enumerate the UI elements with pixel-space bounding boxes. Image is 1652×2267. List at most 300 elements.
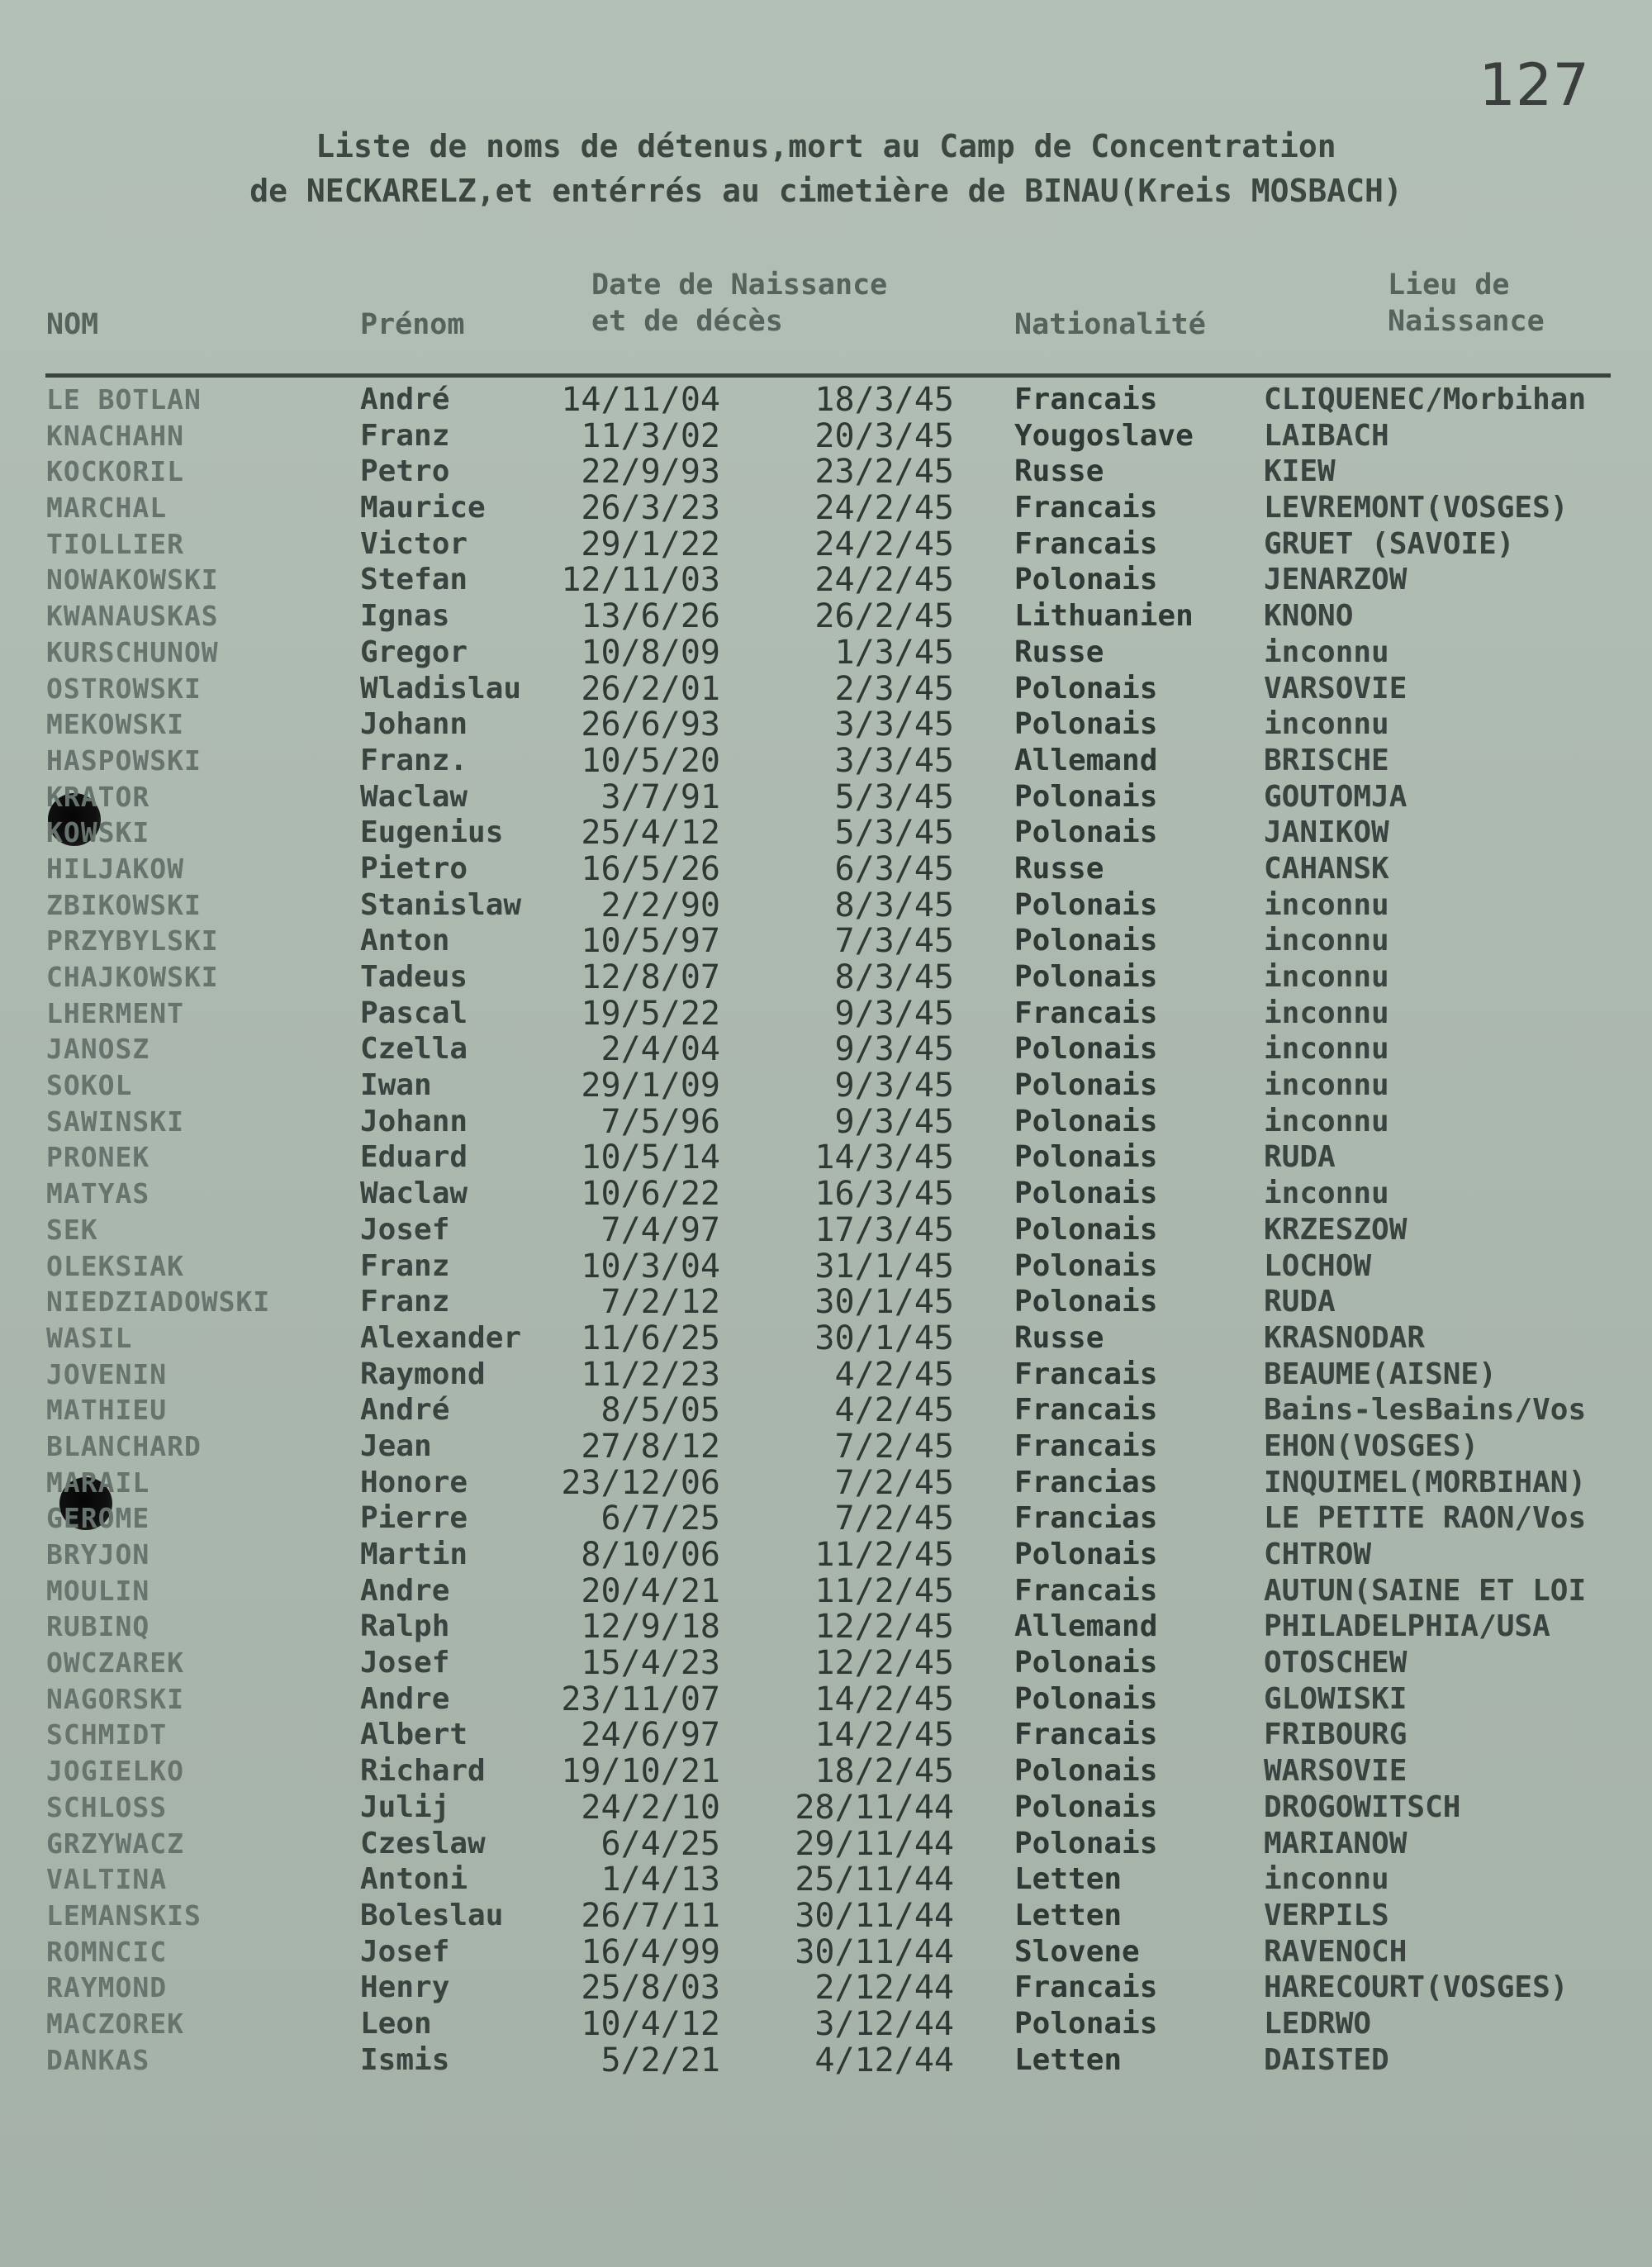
- birth-date-cell: 26/7/11: [581, 1896, 720, 1935]
- nationality-cell: Polonais: [1014, 1032, 1158, 1067]
- name-cell: PRONEK: [46, 1141, 150, 1174]
- birth-date-cell: 10/5/14: [581, 1138, 720, 1177]
- birthplace-cell: inconnu: [1264, 1104, 1389, 1138]
- first-name-cell: Josef: [360, 1934, 450, 1969]
- death-date-cell: 5/3/45: [834, 814, 954, 853]
- table-row: [0, 1465, 1652, 1501]
- nationality-cell: Polonais: [1014, 1176, 1158, 1211]
- death-date-cell: 3/12/44: [814, 2004, 954, 2043]
- death-date-cell: 7/2/45: [834, 1463, 954, 1502]
- death-date-cell: 17/3/45: [814, 1210, 954, 1249]
- death-date-cell: 7/2/45: [834, 1427, 954, 1466]
- nationality-cell: Russe: [1014, 851, 1104, 886]
- birthplace-cell: inconnu: [1264, 887, 1389, 922]
- header-nationalite: Nationalité: [1014, 308, 1206, 341]
- nationality-cell: Francais: [1014, 491, 1158, 525]
- birth-date-cell: 20/4/21: [581, 1571, 720, 1610]
- table-row: [0, 418, 1652, 454]
- name-cell: GRZYWACZ: [46, 1827, 184, 1860]
- name-cell: DANKAS: [46, 2043, 150, 2076]
- table-row: [0, 887, 1652, 924]
- birth-date-cell: 26/2/01: [581, 669, 720, 708]
- birth-date-cell: 26/3/23: [581, 489, 720, 528]
- death-date-cell: 9/3/45: [834, 1067, 954, 1105]
- birthplace-cell: inconnu: [1264, 960, 1389, 994]
- first-name-cell: Wladislau: [360, 671, 522, 706]
- death-date-cell: 5/3/45: [834, 777, 954, 816]
- nationality-cell: Polonais: [1014, 1104, 1158, 1138]
- first-name-cell: Anton: [360, 924, 450, 958]
- nationality-cell: Allemand: [1014, 1609, 1158, 1644]
- first-name-cell: Pascal: [360, 996, 468, 1030]
- table-row: [0, 1717, 1652, 1753]
- name-cell: SEK: [46, 1213, 98, 1246]
- table-row: [0, 1212, 1652, 1248]
- birthplace-cell: VARSOVIE: [1264, 671, 1408, 706]
- name-cell: LE BOTLAN: [46, 383, 202, 416]
- first-name-cell: Johann: [360, 1104, 468, 1138]
- table-header: [0, 261, 1652, 352]
- nationality-cell: Russe: [1014, 454, 1104, 489]
- death-date-cell: 24/2/45: [814, 525, 954, 563]
- table-row: [0, 959, 1652, 996]
- birthplace-cell: INQUIMEL(MORBIHAN): [1264, 1465, 1587, 1499]
- first-name-cell: Raymond: [360, 1357, 486, 1391]
- header-dates-line-1: Date de Naissance: [591, 269, 888, 302]
- nationality-cell: Polonais: [1014, 2006, 1158, 2041]
- table-row: [0, 1537, 1652, 1573]
- death-date-cell: 23/2/45: [814, 453, 954, 492]
- first-name-cell: André: [360, 1393, 450, 1428]
- death-date-cell: 16/3/45: [814, 1175, 954, 1214]
- first-name-cell: Albert: [360, 1718, 468, 1752]
- title-line-2: de NECKARELZ,et entérrés au cimetière de BINAU(Kreis MOSBACH): [249, 173, 1403, 209]
- birthplace-cell: FRIBOURG: [1264, 1718, 1408, 1752]
- birth-date-cell: 27/8/12: [581, 1427, 720, 1466]
- nationality-cell: Polonais: [1014, 1285, 1158, 1319]
- birth-date-cell: 23/11/07: [561, 1680, 720, 1718]
- first-name-cell: Eduard: [360, 1140, 468, 1175]
- name-cell: ROMNCIC: [46, 1935, 168, 1968]
- first-name-cell: Ignas: [360, 599, 450, 634]
- birthplace-cell: LAIBACH: [1264, 418, 1389, 453]
- first-name-cell: Victor: [360, 526, 468, 561]
- birth-date-cell: 15/4/23: [581, 1644, 720, 1683]
- table-row: [0, 1681, 1652, 1718]
- name-cell: JOGIELKO: [46, 1755, 184, 1788]
- nationality-cell: Polonais: [1014, 887, 1158, 922]
- name-cell: SAWINSKI: [46, 1105, 184, 1138]
- name-cell: LHERMENT: [46, 996, 184, 1029]
- birthplace-cell: KNONO: [1264, 599, 1354, 634]
- death-date-cell: 24/2/45: [814, 489, 954, 528]
- nationality-cell: Francais: [1014, 1393, 1158, 1428]
- first-name-cell: Stefan: [360, 563, 468, 597]
- name-cell: MATYAS: [46, 1177, 150, 1210]
- first-name-cell: Pietro: [360, 851, 468, 886]
- name-cell: RAYMOND: [46, 1971, 168, 2004]
- first-name-cell: Iwan: [360, 1068, 432, 1103]
- name-cell: KURSCHUNOW: [46, 635, 219, 668]
- death-date-cell: 6/3/45: [834, 849, 954, 888]
- nationality-cell: Polonais: [1014, 1140, 1158, 1175]
- table-row: [0, 1104, 1652, 1140]
- death-date-cell: 7/3/45: [834, 922, 954, 961]
- name-cell: BLANCHARD: [46, 1429, 202, 1462]
- birth-date-cell: 7/5/96: [601, 1102, 720, 1141]
- name-cell: NOWAKOWSKI: [46, 563, 219, 596]
- name-cell: NIEDZIADOWSKI: [46, 1286, 271, 1319]
- birthplace-cell: BEAUME(AISNE): [1264, 1357, 1497, 1391]
- death-date-cell: 3/3/45: [834, 706, 954, 744]
- page-number: 127: [1479, 51, 1589, 119]
- name-cell: KWANAUSKAS: [46, 600, 219, 633]
- first-name-cell: Boleslau: [360, 1898, 504, 1932]
- nationality-cell: Lithuanien: [1014, 599, 1194, 634]
- name-cell: KRATOR: [46, 780, 150, 813]
- death-date-cell: 4/2/45: [834, 1355, 954, 1394]
- table-row: [0, 1609, 1652, 1645]
- table-row: [0, 598, 1652, 634]
- birth-date-cell: 2/4/04: [601, 1030, 720, 1069]
- table-row: [0, 562, 1652, 598]
- birth-date-cell: 29/1/09: [581, 1067, 720, 1105]
- nationality-cell: Francais: [1014, 526, 1158, 561]
- name-cell: PRZYBYLSKI: [46, 924, 219, 958]
- first-name-cell: Andre: [360, 1681, 450, 1716]
- table-row: [0, 1645, 1652, 1681]
- birthplace-cell: WARSOVIE: [1264, 1754, 1408, 1789]
- birthplace-cell: HARECOURT(VOSGES): [1264, 1970, 1569, 2005]
- name-cell: ZBIKOWSKI: [46, 888, 202, 921]
- death-date-cell: 3/3/45: [834, 741, 954, 780]
- header-lieu-line-2: Naissance: [1388, 305, 1545, 338]
- first-name-cell: Josef: [360, 1646, 450, 1680]
- birthplace-cell: CAHANSK: [1264, 851, 1389, 886]
- birth-date-cell: 2/2/90: [601, 886, 720, 924]
- birthplace-cell: LE PETITE RAON/Vos: [1264, 1501, 1587, 1536]
- first-name-cell: Ralph: [360, 1609, 450, 1644]
- nationality-cell: Letten: [1014, 1862, 1123, 1897]
- table-row: [0, 1898, 1652, 1934]
- first-name-cell: Antoni: [360, 1862, 468, 1897]
- death-date-cell: 30/11/44: [795, 1932, 954, 1971]
- birth-date-cell: 19/10/21: [561, 1752, 720, 1791]
- table-row: [0, 1934, 1652, 1970]
- birthplace-cell: LEDRWO: [1264, 2006, 1372, 2041]
- nationality-cell: Francais: [1014, 996, 1158, 1030]
- name-cell: WASIL: [46, 1321, 133, 1354]
- header-rule: [45, 373, 1611, 378]
- death-date-cell: 30/11/44: [795, 1896, 954, 1935]
- birth-date-cell: 24/2/10: [581, 1788, 720, 1827]
- death-date-cell: 30/1/45: [814, 1319, 954, 1357]
- table-row: [0, 634, 1652, 671]
- table-row: [0, 1826, 1652, 1862]
- name-cell: MATHIEU: [46, 1394, 168, 1427]
- birthplace-cell: inconnu: [1264, 1032, 1389, 1067]
- table-row: [0, 1176, 1652, 1212]
- first-name-cell: Jean: [360, 1428, 432, 1463]
- name-cell: SOKOL: [46, 1069, 133, 1102]
- name-cell: LEMANSKIS: [46, 1899, 202, 1932]
- header-nom: NOM: [46, 308, 99, 341]
- table-row: [0, 2042, 1652, 2079]
- death-date-cell: 18/3/45: [814, 381, 954, 419]
- death-date-cell: 18/2/45: [814, 1752, 954, 1791]
- first-name-cell: Julij: [360, 1789, 450, 1824]
- name-cell: KOCKORIL: [46, 455, 184, 488]
- table-row: [0, 454, 1652, 490]
- nationality-cell: Polonais: [1014, 1537, 1158, 1571]
- death-date-cell: 9/3/45: [834, 1030, 954, 1069]
- table-row: [0, 1031, 1652, 1067]
- header-dates-line-2: et de décès: [591, 305, 783, 338]
- first-name-cell: Leon: [360, 2006, 432, 2041]
- birthplace-cell: RUDA: [1264, 1140, 1336, 1175]
- birthplace-cell: inconnu: [1264, 707, 1389, 742]
- first-name-cell: Stanislaw: [360, 887, 522, 922]
- birth-date-cell: 12/8/07: [581, 958, 720, 996]
- birthplace-cell: EHON(VOSGES): [1264, 1428, 1479, 1463]
- first-name-cell: Tadeus: [360, 960, 468, 994]
- first-name-cell: Pierre: [360, 1501, 468, 1536]
- table-row: [0, 815, 1652, 851]
- death-date-cell: 8/3/45: [834, 886, 954, 924]
- birth-date-cell: 1/4/13: [601, 1861, 720, 1899]
- birth-date-cell: 12/9/18: [581, 1608, 720, 1647]
- birthplace-cell: RUDA: [1264, 1285, 1336, 1319]
- table-row: [0, 1248, 1652, 1285]
- nationality-cell: Francais: [1014, 1573, 1158, 1608]
- birthplace-cell: OTOSCHEW: [1264, 1646, 1408, 1680]
- nationality-cell: Polonais: [1014, 1248, 1158, 1283]
- name-cell: TIOLLIER: [46, 527, 184, 560]
- death-date-cell: 11/2/45: [814, 1571, 954, 1610]
- nationality-cell: Polonais: [1014, 671, 1158, 706]
- birth-date-cell: 10/3/04: [581, 1247, 720, 1286]
- birthplace-cell: GRUET (SAVOIE): [1264, 526, 1515, 561]
- name-cell: OLEKSIAK: [46, 1249, 184, 1282]
- birthplace-cell: KRZESZOW: [1264, 1212, 1408, 1247]
- birthplace-cell: MARIANOW: [1264, 1826, 1408, 1861]
- birth-date-cell: 8/10/06: [581, 1536, 720, 1574]
- birthplace-cell: inconnu: [1264, 1176, 1389, 1211]
- table-row: [0, 1428, 1652, 1465]
- death-date-cell: 11/2/45: [814, 1536, 954, 1574]
- birth-date-cell: 16/5/26: [581, 849, 720, 888]
- death-date-cell: 14/2/45: [814, 1680, 954, 1718]
- birth-date-cell: 23/12/06: [561, 1463, 720, 1502]
- birth-date-cell: 6/4/25: [601, 1824, 720, 1863]
- nationality-cell: Francias: [1014, 1465, 1158, 1499]
- nationality-cell: Letten: [1014, 1898, 1123, 1932]
- first-name-cell: Waclaw: [360, 1176, 468, 1211]
- birthplace-cell: CHTROW: [1264, 1537, 1372, 1571]
- birth-date-cell: 29/1/22: [581, 525, 720, 563]
- table-row: [0, 1573, 1652, 1609]
- first-name-cell: André: [360, 383, 450, 416]
- birthplace-cell: BRISCHE: [1264, 743, 1389, 777]
- table-row: [0, 1320, 1652, 1357]
- first-name-cell: Franz.: [360, 743, 468, 777]
- table-row: [0, 923, 1652, 959]
- nationality-cell: Polonais: [1014, 1754, 1158, 1789]
- death-date-cell: 14/2/45: [814, 1716, 954, 1755]
- birth-date-cell: 6/7/25: [601, 1499, 720, 1538]
- first-name-cell: Ismis: [360, 2042, 450, 2077]
- table-row: [0, 743, 1652, 779]
- table-row: [0, 851, 1652, 887]
- title-line-1: Liste de noms de détenus,mort au Camp de Concentration: [316, 128, 1336, 164]
- birthplace-cell: RAVENOCH: [1264, 1934, 1408, 1969]
- table-row: [0, 671, 1652, 707]
- nationality-cell: Polonais: [1014, 1826, 1158, 1861]
- death-date-cell: 29/11/44: [795, 1824, 954, 1863]
- death-date-cell: 9/3/45: [834, 1102, 954, 1141]
- header-lieu-line-1: Lieu de: [1388, 269, 1510, 302]
- death-date-cell: 31/1/45: [814, 1247, 954, 1286]
- name-cell: BRYJON: [46, 1538, 150, 1571]
- birthplace-cell: LOCHOW: [1264, 1248, 1372, 1283]
- table-row: [0, 1789, 1652, 1826]
- name-cell: SCHLOSS: [46, 1790, 168, 1823]
- nationality-cell: Yougoslave: [1014, 418, 1194, 453]
- birth-date-cell: 13/6/26: [581, 597, 720, 636]
- first-name-cell: Maurice: [360, 491, 486, 525]
- death-date-cell: 25/11/44: [795, 1861, 954, 1899]
- birthplace-cell: inconnu: [1264, 634, 1389, 669]
- name-cell: MACZOREK: [46, 2007, 184, 2040]
- nationality-cell: Polonais: [1014, 563, 1158, 597]
- birthplace-cell: PHILADELPHIA/USA: [1264, 1609, 1550, 1644]
- name-cell: MEKOWSKI: [46, 708, 184, 741]
- birthplace-cell: KRASNODAR: [1264, 1320, 1426, 1355]
- birthplace-cell: DAISTED: [1264, 2042, 1389, 2077]
- birth-date-cell: 10/5/97: [581, 922, 720, 961]
- table-row: [0, 1284, 1652, 1320]
- nationality-cell: Allemand: [1014, 743, 1158, 777]
- birth-date-cell: 5/2/21: [601, 2041, 720, 2079]
- first-name-cell: Franz: [360, 1248, 450, 1283]
- birth-date-cell: 25/8/03: [581, 1969, 720, 2008]
- name-cell: SCHMIDT: [46, 1718, 168, 1751]
- birth-date-cell: 10/8/09: [581, 633, 720, 672]
- nationality-cell: Polonais: [1014, 707, 1158, 742]
- death-date-cell: 12/2/45: [814, 1644, 954, 1683]
- name-cell: JANOSZ: [46, 1033, 150, 1066]
- birth-date-cell: 24/6/97: [581, 1716, 720, 1755]
- death-date-cell: 1/3/45: [834, 633, 954, 672]
- nationality-cell: Francias: [1014, 1501, 1158, 1536]
- first-name-cell: Waclaw: [360, 779, 468, 814]
- detainee-table: [0, 382, 1652, 2078]
- nationality-cell: Polonais: [1014, 1681, 1158, 1716]
- birth-date-cell: 10/4/12: [581, 2004, 720, 2043]
- name-cell: MARCHAL: [46, 492, 168, 525]
- table-row: [0, 2006, 1652, 2042]
- name-cell: OWCZAREK: [46, 1647, 184, 1680]
- first-name-cell: Josef: [360, 1212, 450, 1247]
- table-row: [0, 1139, 1652, 1176]
- table-row: [0, 706, 1652, 743]
- birthplace-cell: GLOWISKI: [1264, 1681, 1408, 1716]
- birth-date-cell: 11/2/23: [581, 1355, 720, 1394]
- death-date-cell: 14/3/45: [814, 1138, 954, 1177]
- birth-date-cell: 16/4/99: [581, 1932, 720, 1971]
- birthplace-cell: LEVREMONT(VOSGES): [1264, 491, 1569, 525]
- birthplace-cell: inconnu: [1264, 1068, 1389, 1103]
- name-cell: NAGORSKI: [46, 1682, 184, 1715]
- birth-date-cell: 10/6/22: [581, 1175, 720, 1214]
- table-row: [0, 1067, 1652, 1104]
- nationality-cell: Francais: [1014, 1718, 1158, 1752]
- name-cell: GEROME: [46, 1502, 150, 1535]
- nationality-cell: Letten: [1014, 2042, 1123, 2077]
- death-date-cell: 4/12/44: [814, 2041, 954, 2079]
- table-row: [0, 1500, 1652, 1537]
- birth-date-cell: 10/5/20: [581, 741, 720, 780]
- first-name-cell: Czella: [360, 1032, 468, 1067]
- name-cell: JOVENIN: [46, 1357, 168, 1390]
- nationality-cell: Polonais: [1014, 1646, 1158, 1680]
- birthplace-cell: inconnu: [1264, 1862, 1389, 1897]
- first-name-cell: Alexander: [360, 1320, 522, 1355]
- death-date-cell: 7/2/45: [834, 1499, 954, 1538]
- first-name-cell: Johann: [360, 707, 468, 742]
- death-date-cell: 24/2/45: [814, 561, 954, 600]
- table-row: [0, 779, 1652, 815]
- birthplace-cell: DROGOWITSCH: [1264, 1789, 1461, 1824]
- table-row: [0, 1970, 1652, 2006]
- first-name-cell: Honore: [360, 1465, 468, 1499]
- nationality-cell: Polonais: [1014, 779, 1158, 814]
- nationality-cell: Polonais: [1014, 924, 1158, 958]
- birth-date-cell: 12/11/03: [561, 561, 720, 600]
- nationality-cell: Francais: [1014, 1428, 1158, 1463]
- birthplace-cell: CLIQUENEC/Morbihan: [1264, 383, 1587, 416]
- table-row: [0, 1392, 1652, 1428]
- table-row: [0, 1753, 1652, 1789]
- nationality-cell: Polonais: [1014, 815, 1158, 850]
- first-name-cell: Franz: [360, 1285, 450, 1319]
- birth-date-cell: 22/9/93: [581, 453, 720, 492]
- table-row: [0, 526, 1652, 563]
- first-name-cell: Franz: [360, 418, 450, 453]
- birth-date-cell: 3/7/91: [601, 777, 720, 816]
- name-cell: HILJAKOW: [46, 852, 184, 885]
- name-cell: CHAJKOWSKI: [46, 961, 219, 993]
- name-cell: OSTROWSKI: [46, 672, 202, 705]
- table-row: [0, 1861, 1652, 1898]
- nationality-cell: Francais: [1014, 383, 1158, 416]
- name-cell: VALTINA: [46, 1863, 168, 1896]
- birthplace-cell: inconnu: [1264, 924, 1389, 958]
- name-cell: MARAIL: [46, 1466, 150, 1499]
- nationality-cell: Polonais: [1014, 1068, 1158, 1103]
- nationality-cell: Polonais: [1014, 1212, 1158, 1247]
- first-name-cell: Gregor: [360, 634, 468, 669]
- table-row: [0, 1357, 1652, 1393]
- nationality-cell: Polonais: [1014, 1789, 1158, 1824]
- birth-date-cell: 11/6/25: [581, 1319, 720, 1357]
- table-row: [0, 490, 1652, 526]
- name-cell: HASPOWSKI: [46, 744, 202, 777]
- first-name-cell: Eugenius: [360, 815, 504, 850]
- first-name-cell: Andre: [360, 1573, 450, 1608]
- birthplace-cell: GOUTOMJA: [1264, 779, 1408, 814]
- first-name-cell: Martin: [360, 1537, 468, 1571]
